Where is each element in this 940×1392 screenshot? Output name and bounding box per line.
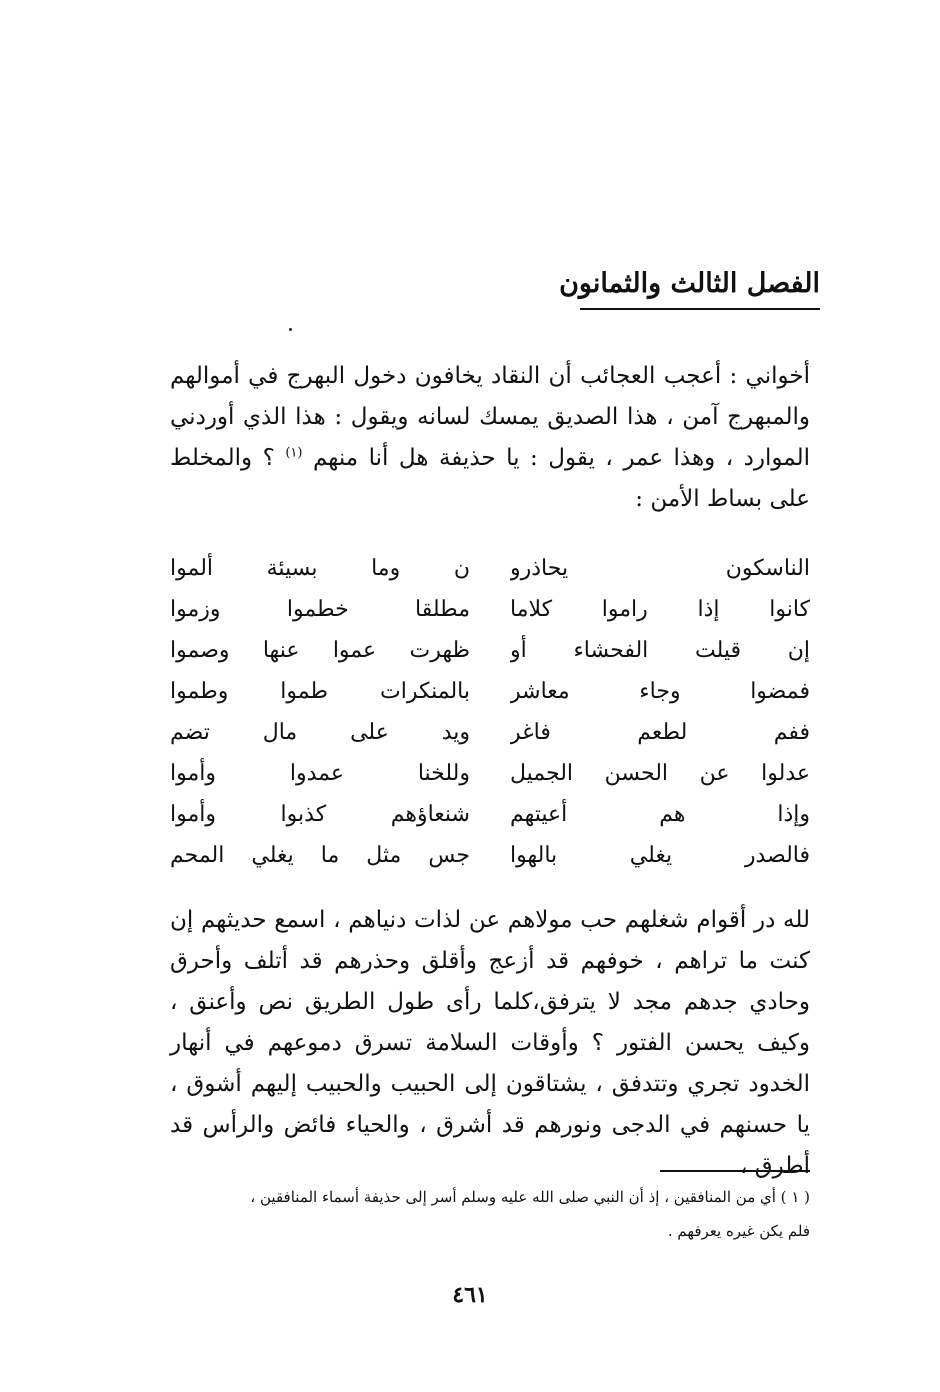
poem-verse	[170, 753, 810, 794]
intro-text-after-ref: ؟ والمخلط على بساط الأمن :	[170, 445, 810, 512]
poem-verse	[170, 548, 810, 589]
verse-first-hemistich: الناسكون يحاذرو	[510, 556, 810, 581]
verse-second-hemistich: شنعاؤهم كذبوا وأموا	[170, 802, 470, 827]
verse-second-hemistich: وللخنا عمدوا وأموا	[170, 761, 470, 786]
verse-second-hemistich: جس مثل ما يغلي المحم	[170, 843, 470, 868]
verse-first-hemistich: فمضوا وجاء معاشر	[510, 679, 810, 704]
print-speck	[289, 328, 292, 331]
verse-second-hemistich: ظهرت عموا عنها وصموا	[170, 638, 470, 663]
poem-verse	[170, 712, 810, 753]
poem-verse	[170, 794, 810, 835]
verse-first-hemistich: عدلوا عن الحسن الجميل	[510, 761, 810, 786]
verse-first-hemistich: فالصدر يغلي بالهوا	[510, 843, 810, 868]
verse-first-hemistich: كانوا إذا راموا كلاما	[510, 597, 810, 622]
footnote-divider	[660, 1170, 810, 1172]
verse-second-hemistich: ويد على مال تضم	[170, 720, 470, 745]
footnote-reference: (١)	[285, 445, 303, 461]
footnote-line: ( ١ ) أي من المنافقين ، إذ أن النبي صلى الله عليه وسلم أسر إلى حذيفة أسماء المنافقين ،	[250, 1188, 810, 1206]
verse-first-hemistich: إن قيلت الفحشاء أو	[510, 638, 810, 663]
verse-first-hemistich: ففم لطعم فاغر	[510, 720, 810, 745]
verse-first-hemistich: وإذا هم أعيتهم	[510, 802, 810, 827]
poem	[170, 548, 810, 876]
intro-paragraph	[170, 356, 810, 520]
footnote	[170, 1180, 810, 1248]
closing-text: لله در أقوام شغلهم حب مولاهم عن لذات دنياهم ، اسمع حديثهم إن كنت ما تراهم ، خوفهم قد أزعج وأقلق وحذرهم قد أتلف وأحرق وحادي جدهم مجد لا يترفق،كلما رأى طول الطريق نص وأعنق ، وكيف يحسن الفتور ؟ وأوقات السلامة تسرق دموعهم في أنهار الخدود تجري وتتدفق ، يشتاقون إلى الحبيب والحبيب إليهم أشوق ، يا حسنهم في الدجى ونورهم قد أشرق ، والحياء فائض والرأس قد أطرق ،	[170, 907, 810, 1179]
verse-second-hemistich: بالمنكرات طموا وطموا	[170, 679, 470, 704]
poem-verse	[170, 589, 810, 630]
verse-second-hemistich: ن وما بسيئة ألموا	[170, 556, 470, 581]
verse-second-hemistich: مطلقا خطموا وزموا	[170, 597, 470, 622]
poem-verse	[170, 835, 810, 876]
intro-text	[170, 356, 810, 520]
footnote-line: فلم يكن غيره يعرفهم .	[667, 1222, 810, 1240]
poem-verse	[170, 630, 810, 671]
page-number: ٤٦١	[452, 1282, 488, 1308]
closing-paragraph	[170, 900, 810, 1187]
chapter-title: الفصل الثالث والثمانون	[580, 266, 820, 310]
poem-verse	[170, 671, 810, 712]
intro-text-before-ref: أخواني : أعجب العجائب أن النقاد يخافون دخول البهرج في أموالهم والمبهرج آمن ، هذا الصديق يمسك لسانه ويقول : هذا الذي أوردني الموارد ، وهذا عمر ، يقول : يا حذيفة هل أنا منهم	[170, 363, 810, 471]
